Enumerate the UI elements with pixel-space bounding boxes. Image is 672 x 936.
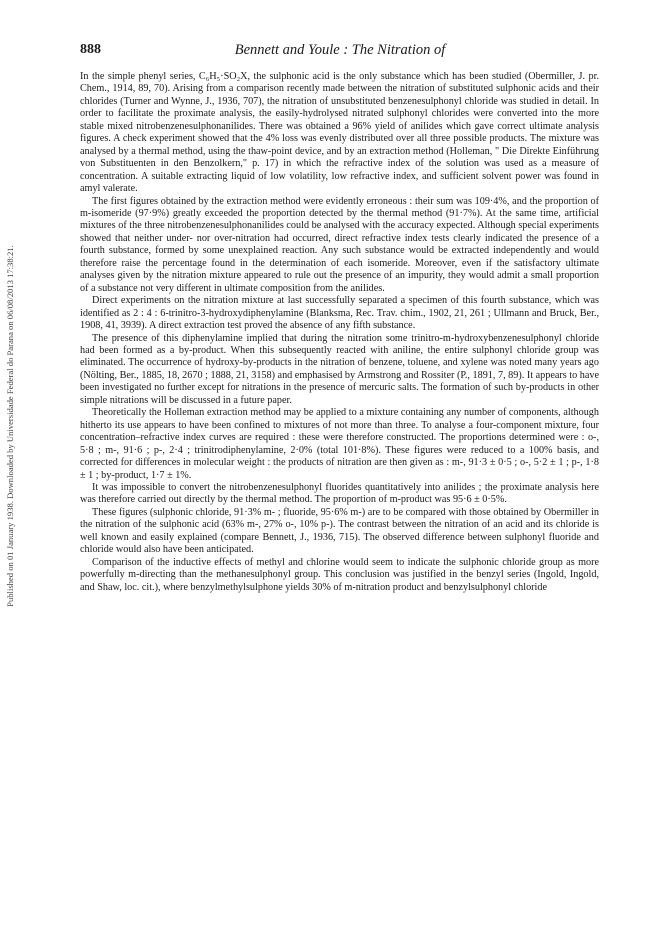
paragraph-3: Direct experiments on the nitration mixture at last successfully separated a specimen of this fourth substance, which was identified as 2 : 4 : 6-trinitro-3-hydroxydiphenylamine (Blanksma, Rec. Trav. chim., 1902, 21, 261 ; Ullmann and Bruck, Ber., 1908, 41, 3939). A direct extraction test proved the absence of any fifth substance. [80, 295, 599, 332]
paragraph-1: In the simple phenyl series, C₆H₅·SO₂X, the sulphonic acid is the only substance which has been studied (Obermiller, J. pr. Chem., 1914, 89, 70). Arising from a comparison recently made between the nitration of substituted sulphonic acids and their chlorides (Turner and Wynne, J., 1936, 707), the nitration of unsubstituted benzenesulphonyl chloride was studied in detail. In order to facilitate the proximate analysis, the easily-hydrolysed nitrated sulphonyl chlorides were converted into the more stable mixed nitrobenzenesulphonanilides. There was obtained a 96% yield of anilides which gave correct ultimate analysis figures. A check experiment showed that the 4% loss was evenly distributed over all three possible products. The mixture was analysed by a thermal method, using the thaw-point device, and by an extraction method (Holleman, " Die Direkte Einführung von Substituenten in den Benzolkern," p. 17) in which the refractive index of the solution was used as a measure of concentration. A suitable extracting liquid of low volatility, low refractive index, and sufficient solvent power was found in amyl valerate. [80, 71, 599, 195]
paragraph-4: The presence of this diphenylamine implied that during the nitration some trinitro-m-hydroxybenzenesulphonyl chloride had been formed as a by-product. When this subsequently reacted with aniline, the entire sulphonyl chloride group was eliminated. The occurrence of hydroxy-by-products in the nitration of benzene, toluene, and xylene was noted many years ago (Nölting, Ber., 1885, 18, 2670 ; 1888, 21, 3158) and emphasised by Armstrong and Rossiter (P., 1891, 7, 89). It appears to have been investigated no further except for nitrations in the presence of mercuric salts. The formation of such by-products in other simple nitrations will be discussed in a future paper. [80, 332, 599, 406]
paragraph-2: The first figures obtained by the extraction method were evidently erroneous : their sum was 109·4%, and the proportion of m-isomeride (97·9%) greatly exceeded the proportion detected by the thermal method (91·7%). At the same time, artificial mixtures of the three nitrobenzenesulphonanilides could be analysed with the accuracy expected. Although special experiments showed that neither under- nor over-nitration had occurred, direct refractive index tests clearly indicated the presence of a fourth substance, formed by some unexplained reaction. Any such substance would be extracted independently and would therefore raise the percentage found in the determination of each isomeride. Moreover, even if the satisfactory ultimate analyses given by the nitration mixture appeared to rule out the presence of an impurity, they would admit a small proportion of a substance not very different in ultimate composition from the anilides. [80, 195, 599, 294]
page-header [80, 42, 600, 64]
paragraph-7: These figures (sulphonic chloride, 91·3% m- ; fluoride, 95·6% m-) are to be compared with those obtained by Obermiller in the nitration of the sulphonic acid (63% m-, 27% o-, 10% p-). The contrast between the nitration of an acid and its chloride is well known and easily explained (compare Bennett, J., 1936, 715). The observed difference between sulphonyl fluoride and chloride would also have been anticipated. [80, 506, 599, 556]
paragraph-6: It was impossible to convert the nitrobenzenesulphonyl fluorides quantitatively into anilides ; the proximate analysis here was therefore carried out directly by the thermal method. The proportion of m-product was 95·6 ± 0·5%. [80, 481, 599, 506]
publication-sidebar-note: Published on 01 January 1938. Downloaded by Universidade Federal do Parana on 06/08/2013 17:38:21. [5, 245, 15, 607]
paragraph-8: Comparison of the inductive effects of methyl and chlorine would seem to indicate the sulphonic chloride group as more powerfully m-directing than the methanesulphonyl group. This conclusion was justified in the benzyl series (Ingold, Ingold, and Shaw, loc. cit.), where benzylmethylsulphone yields 30% of m-nitration product and benzylsulphonyl chloride [80, 556, 599, 593]
paragraph-5: Theoretically the Holleman extraction method may be applied to a mixture containing any number of components, although hitherto its use appears to have been confined to mixtures of not more than three. To analyse a four-component mixture, four concentration–refractive index curves are required : these were therefore constructed. The proportions determined were : o-, 5·8 ; m-, 91·6 ; p-, 2·4 ; trinitrodiphenylamine, 2·0% (total 101·8%). These figures were reduced to a 100% basis, and corrected for differences in molecular weight : the products of nitration are then given as : m-, 91·3 ± 0·5 ; o-, 5·2 ± 1 ; p-, 1·8 ± 1 ; by-product, 1·7 ± 1%. [80, 407, 599, 481]
article-body [80, 71, 599, 594]
page-number: 888 [80, 42, 101, 57]
running-title: Bennett and Youle : The Nitration of [234, 42, 446, 58]
